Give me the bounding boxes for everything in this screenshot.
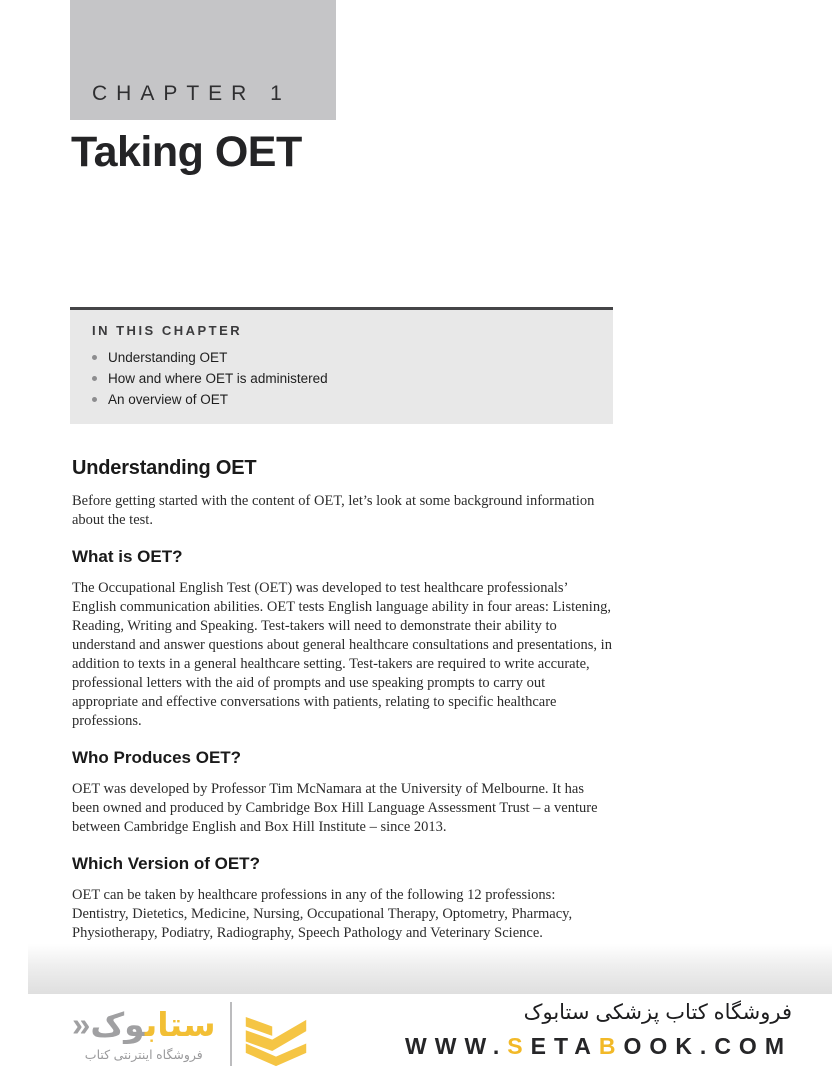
logo-tagline: فروشگاه اینترنتی کتاب <box>84 1048 203 1063</box>
page-bottom-shadow <box>28 944 832 994</box>
chapter-banner <box>70 0 336 120</box>
publisher-footer <box>0 998 832 1080</box>
section-paragraph: OET was developed by Professor Tim McNamara at the University of Melbourne. It has been owned and produced by Cambridge Box Hill Language Assessment Trust – a venture between Cambridge English and Box Hill Institute – since 2013. <box>72 781 598 835</box>
bullet-icon <box>92 397 97 402</box>
wordmark-yellow-part: ستاب <box>144 1005 216 1043</box>
page-title: Taking OET <box>71 128 302 176</box>
section-heading-who-produces-oet: Who Produces OET? <box>72 748 242 767</box>
bullet-icon <box>92 355 97 360</box>
url-segment: ETA <box>530 1033 599 1059</box>
setabook-logo <box>72 1000 310 1068</box>
section-paragraph: OET can be taken by healthcare professions in any of the following 12 professions: Dentistry, Dietetics, Medicine, Nursing, Occupational Therapy, Optometry, Pharmacy, Physiotherapy, Podiatry, Radiography, Speech Pathology and Veterinary Science. <box>72 887 573 941</box>
toc-list <box>92 347 593 410</box>
toc-heading: IN THIS CHAPTER <box>92 323 243 338</box>
toc-item-label: An overview of OET <box>108 392 229 407</box>
store-name-text: فروشگاه کتاب پزشکی ستابوک <box>523 1001 792 1024</box>
setabook-wordmark <box>72 1006 216 1044</box>
bullet-icon <box>92 376 97 381</box>
section-heading-what-is-oet: What is OET? <box>72 547 183 566</box>
wordmark-kaf-glyph: « <box>72 1005 91 1043</box>
toc-item <box>92 389 593 410</box>
section-paragraph: Before getting started with the content of OET, let’s look at some background information about the test. <box>72 493 595 528</box>
url-segment: WWW. <box>405 1033 508 1059</box>
chapter-body <box>72 456 613 959</box>
in-this-chapter-box <box>70 307 613 424</box>
section-heading-understanding-oet: Understanding OET <box>72 457 257 479</box>
section-paragraph: The Occupational English Test (OET) was developed to test healthcare professionals’ English communication abilities. OET tests English language ability in four areas: Listening, Reading, Writing and Speaking. Test-takers will need to demonstrate their ability to understand and answer questions about general healthcare consultations and presentations, in addition to texts in a general healthcare setting. Test-takers are required to write accurate, professional letters with the aid of prompts and use speaking prompts to carry out appropriate and effective conversations with patients, relating to specific healthcare professions. <box>72 580 612 729</box>
url-segment: B <box>598 1033 624 1059</box>
chapter-label: CHAPTER 1 <box>92 82 291 105</box>
toc-item <box>92 347 593 368</box>
toc-item-label: How and where OET is administered <box>108 371 328 386</box>
setabook-chevron-icon <box>242 1000 310 1068</box>
section-heading-which-version-of-oet: Which Version of OET? <box>72 854 260 873</box>
site-url-text <box>405 1033 792 1060</box>
logo-divider <box>230 1002 232 1066</box>
toc-item-label: Understanding OET <box>108 350 228 365</box>
toc-item <box>92 368 593 389</box>
wordmark-gray-part: وک <box>90 1005 145 1043</box>
setabook-wordmark-block <box>72 1006 216 1063</box>
url-segment: OOK.COM <box>623 1033 792 1059</box>
url-segment: S <box>507 1033 531 1059</box>
footer-right-block <box>405 1000 792 1060</box>
